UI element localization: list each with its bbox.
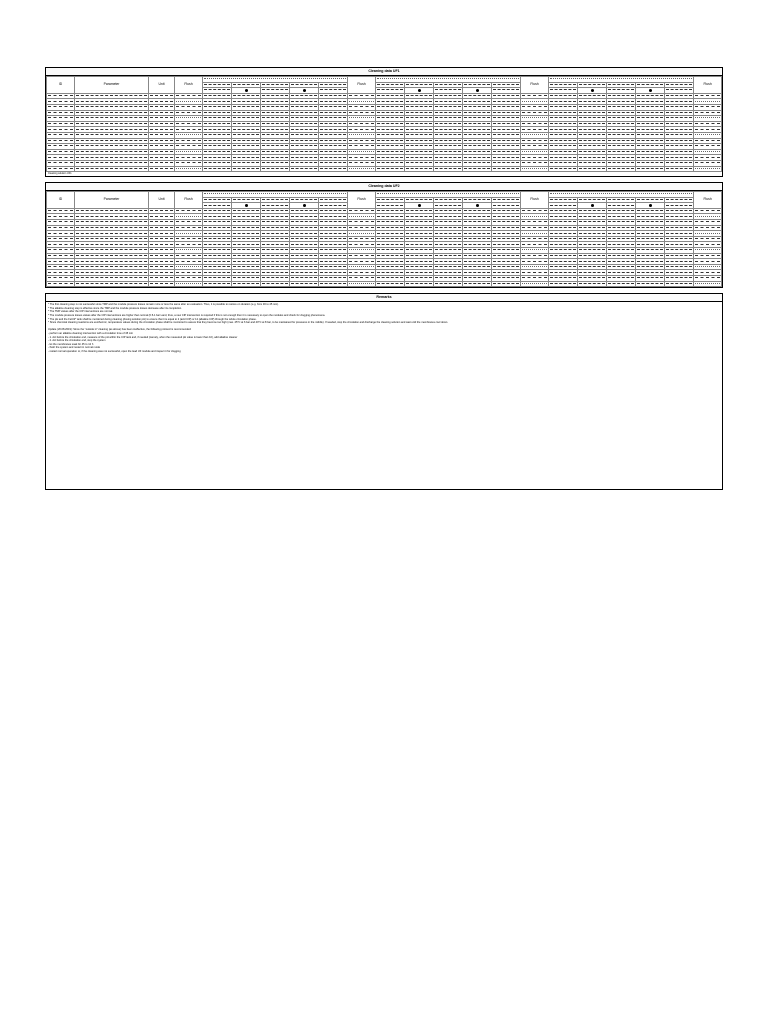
table-cell [348, 166, 376, 172]
table-cell [175, 281, 203, 287]
table-cell [175, 166, 203, 172]
table-cell [549, 166, 578, 172]
table-cell [47, 281, 75, 287]
remarks-title: Remarks [46, 294, 722, 302]
table-cell [203, 166, 232, 172]
arrow-marker-icon [303, 204, 306, 207]
table-cell [694, 166, 722, 172]
remark-line: * The alkaline cleaning step is effective since the TMP and the module pressure losses decrease after its completion. [48, 306, 182, 310]
flush-header: Flush [175, 192, 203, 209]
id-header: ID [47, 192, 75, 209]
table-cell [665, 166, 694, 172]
remark-line: - flush the system and restart in normal mode [48, 346, 101, 350]
table-cell [463, 166, 492, 172]
table-cell [636, 281, 665, 287]
table-cell [261, 166, 290, 172]
table-cell [232, 166, 261, 172]
arrow-marker-icon [649, 89, 652, 92]
arrow-marker-icon [245, 204, 248, 207]
unit-header: Unit [149, 77, 175, 94]
table-cell [376, 281, 405, 287]
table-cell [607, 281, 636, 287]
cleaning-data-uf2-section [45, 182, 723, 288]
table-cell [578, 281, 607, 287]
flush-header: Flush [348, 77, 376, 94]
table-cell [319, 166, 348, 172]
remark-line: - restart normal operation or, if the cleaning was not successful, open the lead UF module and inspect it for clogging [48, 349, 181, 353]
remark-line: * The pH and the FeCl2* tank shall be monitored during cleaning (dosing solution pH) to ensure that it is equal to 2 (acid CIP) or 12 (alkaline CIP) through the whole circulation phase. [48, 317, 257, 321]
cleaning-sheet [45, 67, 723, 490]
remark-line: - let the membranes soak for 45 to 12 h [48, 342, 94, 346]
arrow-marker-icon [591, 204, 594, 207]
id-header: ID [47, 77, 75, 94]
flush-header: Flush [521, 192, 549, 209]
cleaning-data-uf2-table [46, 191, 722, 287]
table-cell [607, 166, 636, 172]
cleaning-data-uf1-title: Cleaning data UF1 [46, 68, 722, 76]
table-cell [405, 281, 434, 287]
table-cell [348, 281, 376, 287]
arrow-marker-icon [476, 89, 479, 92]
table-cell [549, 281, 578, 287]
table-row [47, 281, 722, 287]
table-cell [203, 281, 232, 287]
remark-line: * The first cleaning step is not successful since TMP and the module pressure losses remain more or less the same after an evaluation. Thus, it is possible to restore on duration (e.g. from 30 to 45 min). [48, 303, 279, 307]
table-cell [290, 281, 319, 287]
table-cell [694, 281, 722, 287]
flush-header: Flush [694, 192, 722, 209]
table-cell [47, 166, 75, 172]
flush-header: Flush [521, 77, 549, 94]
table-cell [636, 166, 665, 172]
arrow-marker-icon [591, 89, 594, 92]
arrow-marker-icon [418, 89, 421, 92]
table-cell [492, 166, 521, 172]
table-cell [578, 166, 607, 172]
table-cell [149, 166, 175, 172]
table-cell [434, 166, 463, 172]
table-cell [376, 166, 405, 172]
table-cell [521, 166, 549, 172]
table-cell [75, 166, 149, 172]
cleaning-data-uf1-section [45, 67, 723, 177]
arrow-marker-icon [418, 204, 421, 207]
remarks-section [45, 293, 723, 490]
remark-line: Update (20.08.2019): Since the "outside in" cleaning (as above) has been ineffective, the following protocol is recommended: [48, 328, 192, 332]
table-cell [75, 281, 149, 287]
table-cell [463, 281, 492, 287]
remark-line: * The TMP values after the CIP interventions are normal. [48, 310, 113, 314]
table-cell [521, 281, 549, 287]
remark-line: - 1. Act before the circulation end, measure of the pH within the CIP tank and, if needed (namely, when the measured pH value is lower than 10), add alkaline cleaner [48, 335, 238, 339]
table-cell [149, 281, 175, 287]
remark-line: - 2. Act before the circulation end, stop the system [48, 339, 106, 343]
flush-header: Flush [175, 77, 203, 94]
table-cell [434, 281, 463, 287]
remark-line: * The module pressure losses values after the CIP interventions are higher than normal (0.5-1 bar Land, thus, a new CIP intervention is required if this is not enough then it is necessary to open the modules and check for clogging phenomena. [48, 313, 326, 317]
table-cell [665, 281, 694, 287]
cleaning-data-uf1-table [46, 76, 722, 172]
table-cell [290, 166, 319, 172]
table-cell [232, 281, 261, 287]
arrow-marker-icon [303, 89, 306, 92]
table-cell [319, 281, 348, 287]
arrow-marker-icon [476, 204, 479, 207]
parameter-header: Parameter [75, 192, 149, 209]
table-cell [492, 281, 521, 287]
cleaning-solution-caption: Cleaning solution UF1 [48, 172, 72, 176]
unit-header: Unit [149, 192, 175, 209]
table-cell [261, 281, 290, 287]
remark-line: - perform an alkaline cleaning intervention with a circulation time of 45 min [48, 331, 134, 335]
flush-header: Flush [348, 192, 376, 209]
table-row [47, 166, 722, 172]
cleaning-data-uf2-title: Cleaning data UF2 [46, 183, 722, 191]
arrow-marker-icon [649, 204, 652, 207]
parameter-header: Parameter [75, 77, 149, 94]
flush-header: Flush [694, 77, 722, 94]
remarks-body [46, 302, 722, 354]
remark-line: * Since chemical cleaning reactions are exothermic, temperature values during the circulation phase shall be monitored to assure that they become too high (max. 45°C at 6 bar and 40°C at 8 bar, to be maintained for pressures in the middle). If needed, stop the circulation and discharge the cleaning solution and wait until the membranes cool down. [48, 321, 449, 325]
arrow-marker-icon [245, 89, 248, 92]
table-cell [405, 166, 434, 172]
